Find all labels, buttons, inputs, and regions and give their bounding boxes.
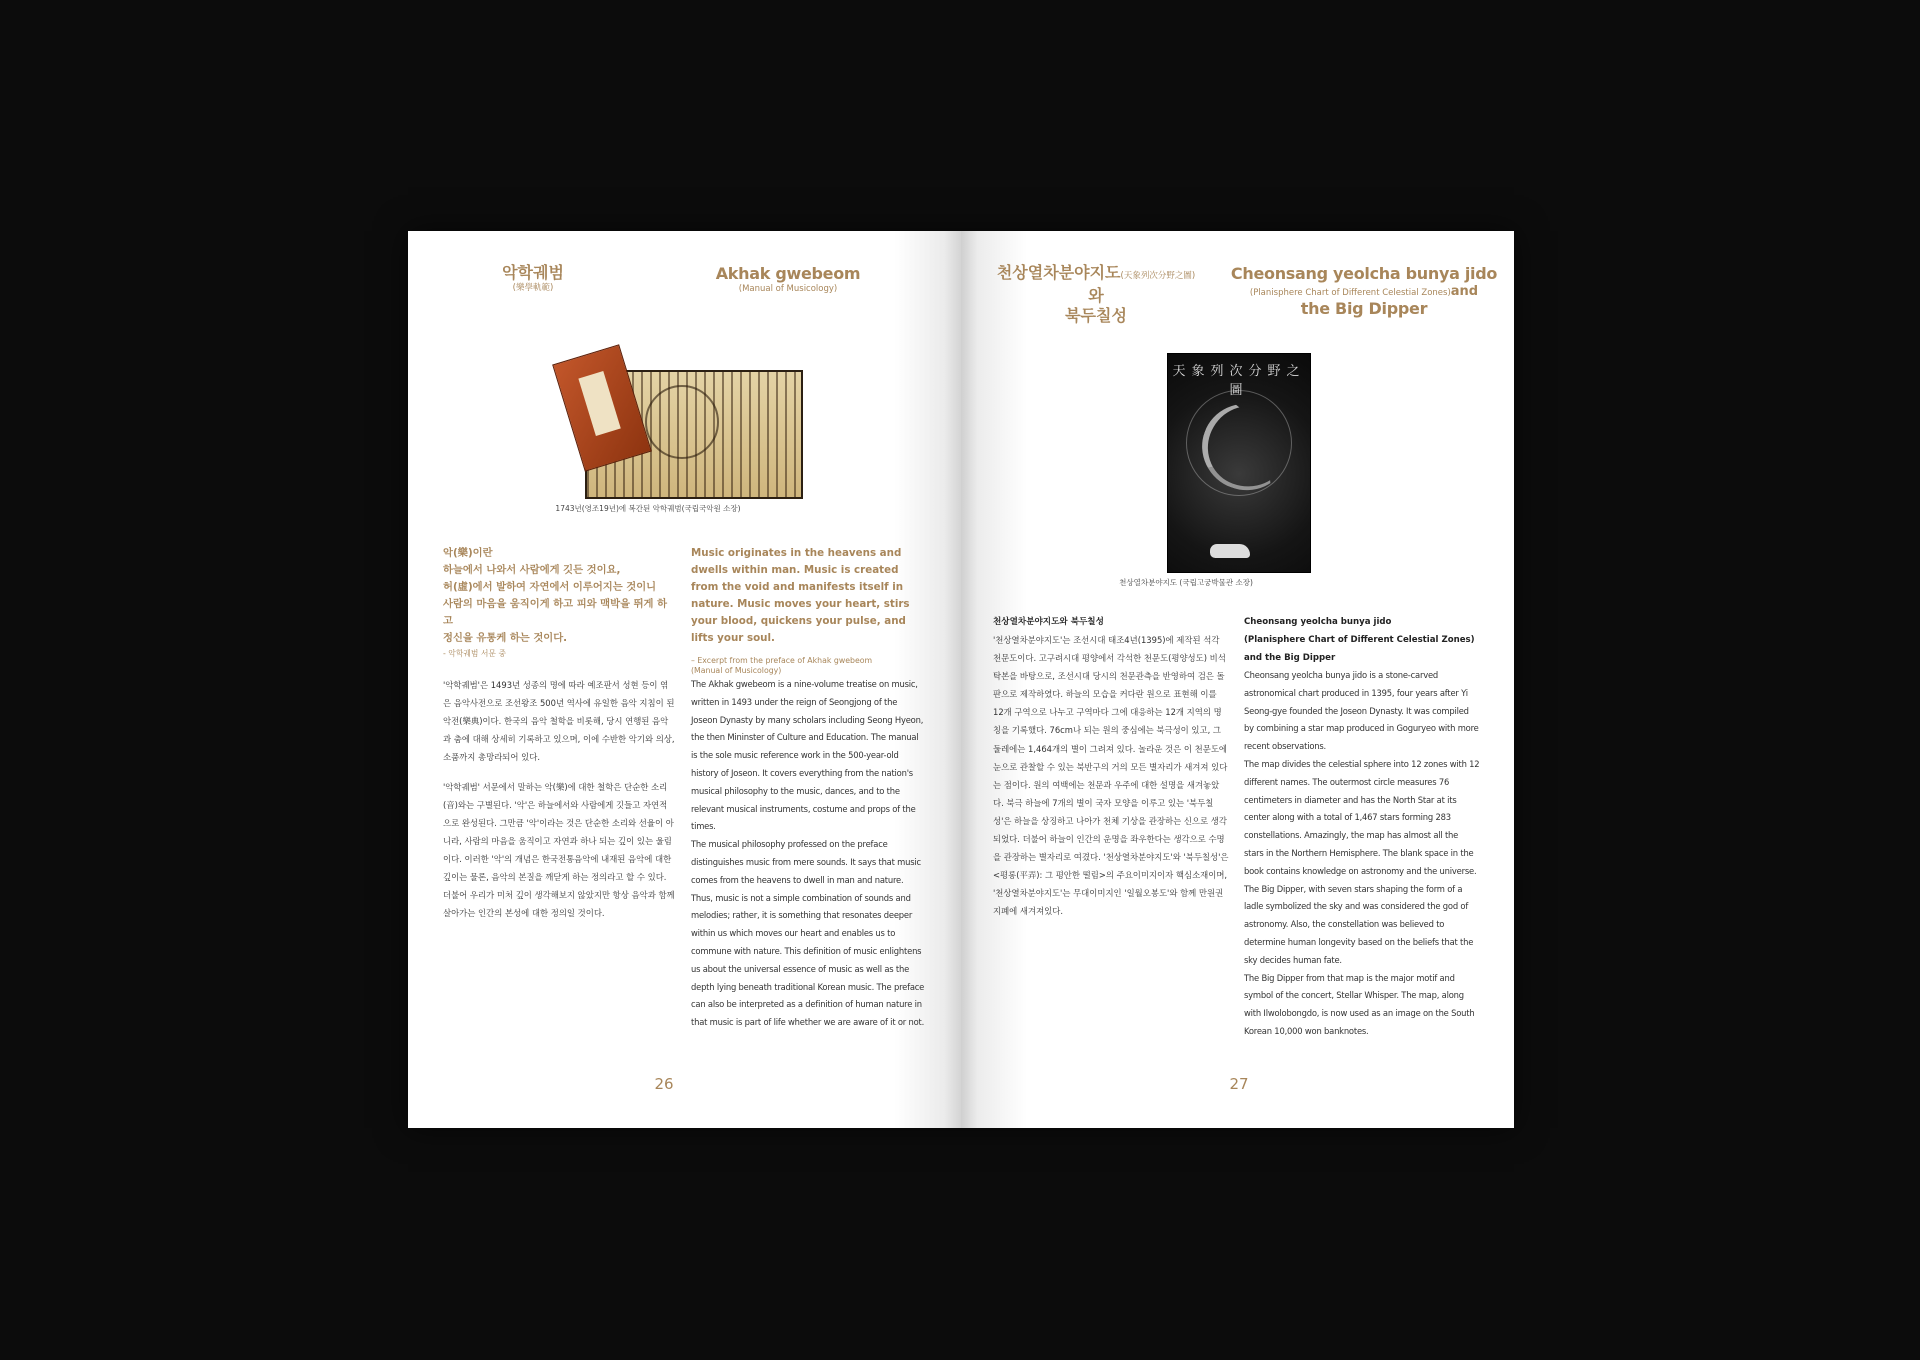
page-number: 26	[654, 1075, 674, 1093]
title-en-line2: the Big Dipper	[1300, 299, 1428, 318]
body-en-paragraph: The Big Dipper from that map is the major motif and symbol of the concert, Stellar Whisper. The map, along with Ilwolobongdo, is now used as an image on the South Korean 10,000 won banknotes.	[1244, 972, 1475, 1036]
image-caption: 천상열차분야지도 (국립고궁박물관 소장)	[1119, 578, 1253, 587]
title-en	[708, 264, 868, 295]
star-map-base	[1210, 544, 1250, 558]
title-ko	[991, 263, 1201, 326]
title-ko-hanja: (樂學軌範)	[512, 283, 554, 293]
title-ko-line1	[991, 263, 1201, 306]
quote-ko-line: 하늘에서 나와서 사람에게 깃든 것이요,	[443, 564, 621, 576]
heading-ko: 천상열차분야지도와 북두칠성	[993, 617, 1104, 627]
quote-ko-source: - 악학궤범 서문 중	[443, 649, 506, 658]
star-map-title: 天象列次分野之圖	[1172, 364, 1306, 398]
quote-ko-line: 악(樂)이란	[443, 547, 493, 559]
manual-diagram-circle	[645, 385, 719, 459]
body-en-paragraph: The Big Dipper, with seven stars shaping the form of a ladle symbolized the sky and was considered the god of astronomy. Also, the constellation was believed to determine human longevity based on the beliefs that the sky decides human fate.	[1244, 883, 1474, 965]
star-map-photo	[1167, 353, 1311, 573]
title-ko-hanja: (天象列次分野之圖)	[1120, 271, 1196, 281]
title-ko-text: 악학궤범	[502, 263, 564, 282]
title-en-line1: Cheonsang yeolcha bunya jido	[1230, 264, 1498, 283]
image-caption: 1743년(영조19년)에 복간된 악학궤범(국립국악원 소장)	[555, 504, 741, 513]
heading-en-3: and the Big Dipper	[1244, 653, 1336, 663]
title-ko	[468, 263, 598, 294]
body-ko-paragraph: '악학궤범'은 1493년 성종의 명에 따라 예조판서 성현 등이 엮은 음악사전으로 조선왕조 500년 역사에 유일한 음악 지침이 된 악전(樂典)이다. 한국의 음악 철학을 비롯해, 당시 연행된 음악과 춤에 대해 상세히 기록하고 있으며, 이에 수반한 악기와 의상, 소품까지 총망라되어 있다.	[443, 680, 675, 762]
quote-ko	[443, 545, 673, 659]
quote-en-text: Music originates in the heavens and dwells within man. Music is created from the void and manifests itself in nature. Music moves your heart, stirs your blood, quickens your pulse, and lifts your soul.	[691, 547, 910, 644]
title-en-and: and	[1450, 284, 1479, 299]
body-en-paragraph: Cheonsang yeolcha bunya jido is a stone-carved astronomical chart produced in 1395, four years after Yi Seong-gye founded the Joseon Dynasty. It was compiled by combining a star map produced in Goguryeo with more recent observations.	[1244, 670, 1479, 752]
column-ko	[993, 613, 1229, 921]
title-en-sub-row	[1229, 284, 1499, 299]
quote-ko-line: 사람의 마음을 움직이게 하고 피와 맥박을 뛰게 하고	[443, 598, 668, 627]
title-en-sub: (Manual of Musicology)	[738, 284, 838, 294]
body-ko-paragraph: '악학궤범' 서문에서 말하는 악(樂)에 대한 철학은 단순한 소리(音)와는 구별된다. '악'은 하늘에서와 사람에게 깃들고 자연적으로 완성된다. 그만큼 '악'이라는 것은 단순한 소리와 선율이 아니라, 사람의 마음을 움직이고 자연과 하나 되는 깊이 있는 울림이다. 이러한 '악'의 개념은 한국전통음악에 내재된 음악에 대한 깊이는 물론, 음악의 본질을 깨닫게 하는 정의라고 할 수 있다. 더불어 우리가 미처 깊이 생각해보지 않았지만 항상 음악과 함께 살아가는 인간의 본성에 대한 정의일 것이다.	[443, 782, 675, 918]
body-en-paragraph: The musical philosophy professed on the preface distinguishes music from mere sounds. It says that music comes from the heavens to dwell in man and nature. Thus, music is not a simple combination of sounds and melodies; rather, it is something that resonates deeper within us which moves our heart and enables us to commune with nature. This definition of music enlightens us about the universal essence of music as well as the depth lying beneath traditional Korean music. The preface can also be interpreted as a definition of human nature in that music is part of life whether we are aware of it or not.	[691, 839, 925, 1028]
quote-ko-line: 허(虛)에서 발하여 자연에서 이루어지는 것이니	[443, 581, 657, 593]
title-en	[1229, 264, 1499, 319]
title-en-text: Akhak gwebeom	[715, 264, 861, 283]
column-en	[1244, 613, 1480, 1041]
quote-en-source-2: (Manual of Musicology)	[691, 666, 782, 675]
body-en	[1244, 667, 1480, 1041]
body-ko: '천상열차분야지도'는 조선시대 태조4년(1395)에 제작된 석각 천문도이다. 고구려시대 평양에서 각석한 천문도(평양성도) 비석 탁본을 바탕으로, 조선시대 당시의 천문관측을 반영하여 검은 돌판으로 제작하였다. 하늘의 모습을 커다란 원으로 표현해 이를 12개 구역으로 나누고 구역마다 그에 대응하는 12개 지역의 명칭을 기록했다. 76cm나 되는 원의 중심에는 북극성이 있고, 그 둘레에는 1,464개의 별이 그려져 있다. 놀라운 것은 이 천문도에 눈으로 관찰할 수 있는 북반구의 거의 모든 별자리가 새겨져 있다는 점이다. 원의 여백에는 천문과 우주에 대한 설명을 새겨놓았다. 북극 하늘에 7개의 별이 국자 모양을 이루고 있는 '북두칠성'은 하늘을 상징하고 나아가 천체 기상을 관장하는 신으로 생각되었다. 더불어 하늘이 인간의 운명을 좌우한다는 생각으로 수명을 관장하는 별자리로 여겼다. '천상열차분야지도'와 '북두칠성'은 <평롱(平弄): 그 평안한 떨림>의 주요이미지이자 핵심소재이며, '천상열차분야지도'는 무대이미지인 '일월오봉도'와 함께 만원권 지폐에 새겨져있다.	[993, 635, 1229, 917]
quote-ko-line: 정신을 유통케 하는 것이다.	[443, 632, 568, 644]
quote-en-source-1: – Excerpt from the preface of Akhak gwebeom	[691, 656, 873, 665]
page-number: 27	[1229, 1075, 1249, 1093]
body-en	[691, 676, 925, 1032]
quote-en	[691, 545, 919, 676]
left-page	[408, 231, 961, 1128]
heading-en-1: Cheonsang yeolcha bunya jido	[1244, 617, 1392, 627]
body-en-paragraph: The Akhak gwebeom is a nine-volume treatise on music, written in 1493 under the reign of Seongjong of the Joseon Dynasty by many scholars including Seong Hyeon, the then Mininster of Culture and Education. The manual is the sole music reference work in the 500-year-old history of Joseon. It covers everything from the nation's musical philosophy to the music, dances, and to the relevant musical instruments, costume and props of the times.	[691, 679, 924, 832]
title-ko-main: 천상열차분야지도	[996, 263, 1121, 282]
title-en-sub: (Planisphere Chart of Different Celestial Zones)	[1249, 288, 1451, 298]
body-ko	[443, 676, 675, 934]
title-ko-line2: 북두칠성	[1065, 306, 1127, 325]
manual-cover-label	[578, 371, 620, 436]
title-ko-suffix: 와	[1088, 286, 1104, 305]
body-en-paragraph: The map divides the celestial sphere into 12 zones with 12 different names. The outermost circle measures 76 centimeters in diameter and has the North Star at its center along with a total of 1,467 stars forming 283 constellations. Amazingly, the map has almost all the stars in the Northern Hemisphere. The blank space in the book contains knowledge on astronomy and the universe.	[1244, 758, 1480, 876]
heading-en-2: (Planisphere Chart of Different Celestial Zones)	[1244, 635, 1475, 645]
